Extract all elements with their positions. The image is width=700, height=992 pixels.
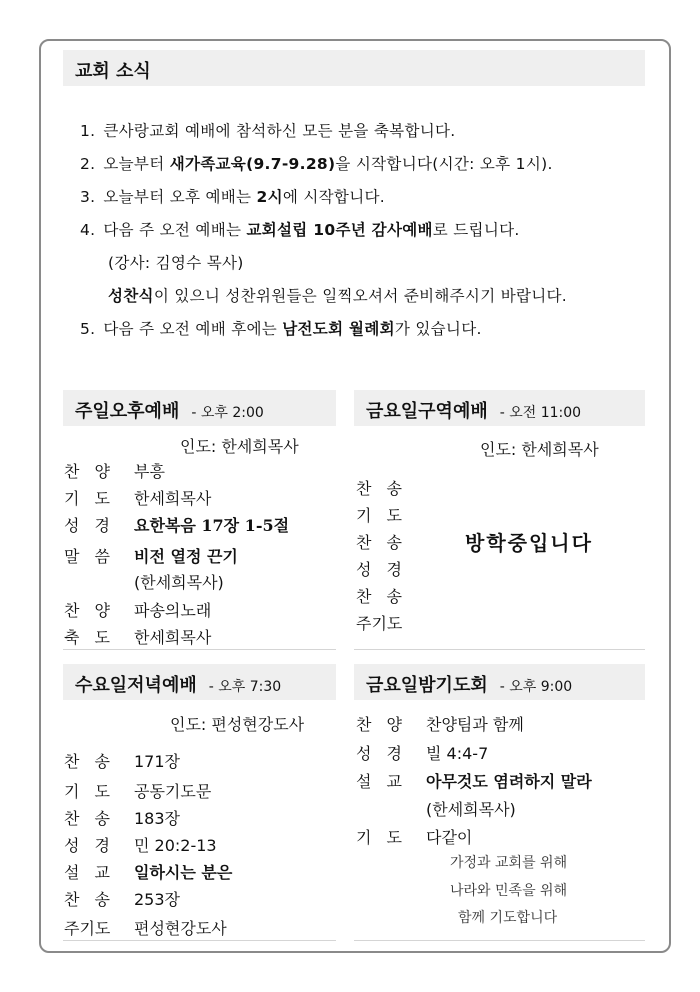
prayer-note: 가정과 교회를 위해: [450, 855, 568, 871]
wednesday-time: - 오후 7:30: [208, 679, 282, 695]
prayer-note: 나라와 민족을 위해: [450, 883, 568, 899]
news-item-highlight: 성찬식: [108, 287, 154, 305]
news-item-number: 5.: [80, 320, 96, 338]
program-label: 찬 송: [356, 587, 402, 606]
news-item-text: 큰사랑교회 예배에 참석하신 모든 분을 축복합니다.: [103, 122, 456, 140]
news-item: [108, 284, 567, 306]
news-header: [63, 50, 645, 86]
program-value: 민 20:2-13: [134, 836, 217, 855]
friday-area-header: [354, 390, 645, 426]
program-label: 찬 송: [64, 890, 110, 909]
program-value: 찬양팀과 함께: [426, 715, 524, 734]
wednesday-leader: 인도: 편성현강도사: [170, 715, 305, 734]
prayer-note: 함께 기도합니다: [458, 910, 558, 926]
program-label: 성 경: [64, 836, 110, 855]
program-label: 찬 송: [64, 752, 110, 771]
program-value: 공동기도문: [134, 782, 212, 801]
program-value: 빌 4:4-7: [426, 744, 489, 763]
program-label: 찬 양: [64, 462, 110, 481]
sunday-leader: 인도: 한세희목사: [180, 437, 299, 456]
friday-area-title: 금요일구역예배: [366, 401, 488, 422]
news-item-text: 에 시작합니다.: [282, 188, 385, 206]
program-value: 일하시는 분은: [134, 863, 233, 882]
divider: [63, 940, 336, 941]
friday-night-title: 금요일밤기도회: [366, 675, 488, 696]
divider: [354, 940, 645, 941]
news-item-highlight: 남전도회 월례회: [282, 320, 395, 338]
program-value: 171장: [134, 752, 180, 771]
program-label: 찬 송: [356, 479, 402, 498]
news-item-highlight: 교회설립 10주년 감사예배: [246, 221, 433, 239]
sunday-header: [63, 390, 336, 426]
news-item-text: 오늘부터: [103, 155, 170, 173]
news-item-number: 1.: [80, 122, 96, 140]
wednesday-header: [63, 664, 336, 700]
program-label: 성 경: [356, 744, 402, 763]
program-label: 주기도: [356, 614, 403, 633]
program-label: 찬 양: [356, 715, 402, 734]
news-item: [80, 218, 520, 240]
program-value: (한세희목사): [134, 573, 224, 592]
friday-area-notice: 방학중입니다: [465, 531, 593, 555]
program-label: 찬 송: [356, 533, 402, 552]
program-value: 파송의노래: [134, 601, 212, 620]
program-value: 한세희목사: [134, 489, 212, 508]
program-label: 기 도: [356, 506, 402, 525]
news-item-text: (강사: 김영수 목사): [108, 254, 244, 272]
program-label: 주기도: [64, 919, 111, 938]
news-item-text: 오늘부터 오후 예배는: [103, 188, 257, 206]
news-item: [108, 251, 244, 273]
sunday-time: - 오후 2:00: [191, 405, 264, 421]
news-item: [80, 119, 456, 141]
program-value: 253장: [134, 890, 180, 909]
program-value: 부흥: [134, 462, 165, 481]
program-label: 축 도: [64, 628, 110, 647]
news-item-text: 다음 주 오전 예배는: [103, 221, 247, 239]
news-item: [80, 317, 482, 339]
news-item-highlight: 새가족교육(9.7-9.28): [169, 155, 336, 173]
friday-area-time: - 오전 11:00: [499, 405, 582, 421]
program-label: 기 도: [64, 782, 110, 801]
program-label: 찬 송: [64, 809, 110, 828]
program-value: 다같이: [426, 828, 473, 847]
program-label: 성 경: [356, 560, 402, 579]
program-label: 설 교: [356, 772, 402, 791]
news-item-number: 2.: [80, 155, 96, 173]
news-item: [80, 152, 553, 174]
news-item-text: 가 있습니다.: [394, 320, 482, 338]
program-label: 기 도: [356, 828, 402, 847]
news-item-text: 을 시작합니다(시간: 오후 1시).: [335, 155, 553, 173]
divider: [354, 649, 645, 650]
program-value: 비전 열정 끈기: [134, 547, 238, 566]
program-label: 기 도: [64, 489, 110, 508]
friday-night-header: [354, 664, 645, 700]
news-item-number: 3.: [80, 188, 96, 206]
friday-area-leader: 인도: 한세희목사: [480, 440, 599, 459]
news-item-text: 이 있으니 성찬위원들은 일찍오셔서 준비해주시기 바랍니다.: [153, 287, 568, 305]
program-label: 설 교: [64, 863, 110, 882]
divider: [63, 649, 336, 650]
program-label: 찬 양: [64, 601, 110, 620]
wednesday-title: 수요일저녁예배: [75, 675, 197, 696]
news-item-text: 다음 주 오전 예배 후에는: [103, 320, 283, 338]
news-item-highlight: 2시: [256, 188, 283, 206]
friday-night-time: - 오후 9:00: [499, 679, 573, 695]
program-value: 요한복음 17장 1-5절: [134, 516, 290, 535]
news-title: 교회 소식: [75, 61, 151, 82]
news-item-text: 로 드립니다.: [432, 221, 520, 239]
sunday-title: 주일오후예배: [75, 401, 180, 422]
news-item: [80, 185, 385, 207]
program-value: 아무것도 염려하지 말라: [426, 772, 592, 791]
program-value: 183장: [134, 809, 180, 828]
program-value: (한세희목사): [426, 800, 516, 819]
program-value: 편성현강도사: [134, 919, 227, 938]
news-item-number: 4.: [80, 221, 96, 239]
program-label: 말 씀: [64, 547, 110, 566]
program-value: 한세희목사: [134, 628, 212, 647]
program-label: 성 경: [64, 516, 110, 535]
